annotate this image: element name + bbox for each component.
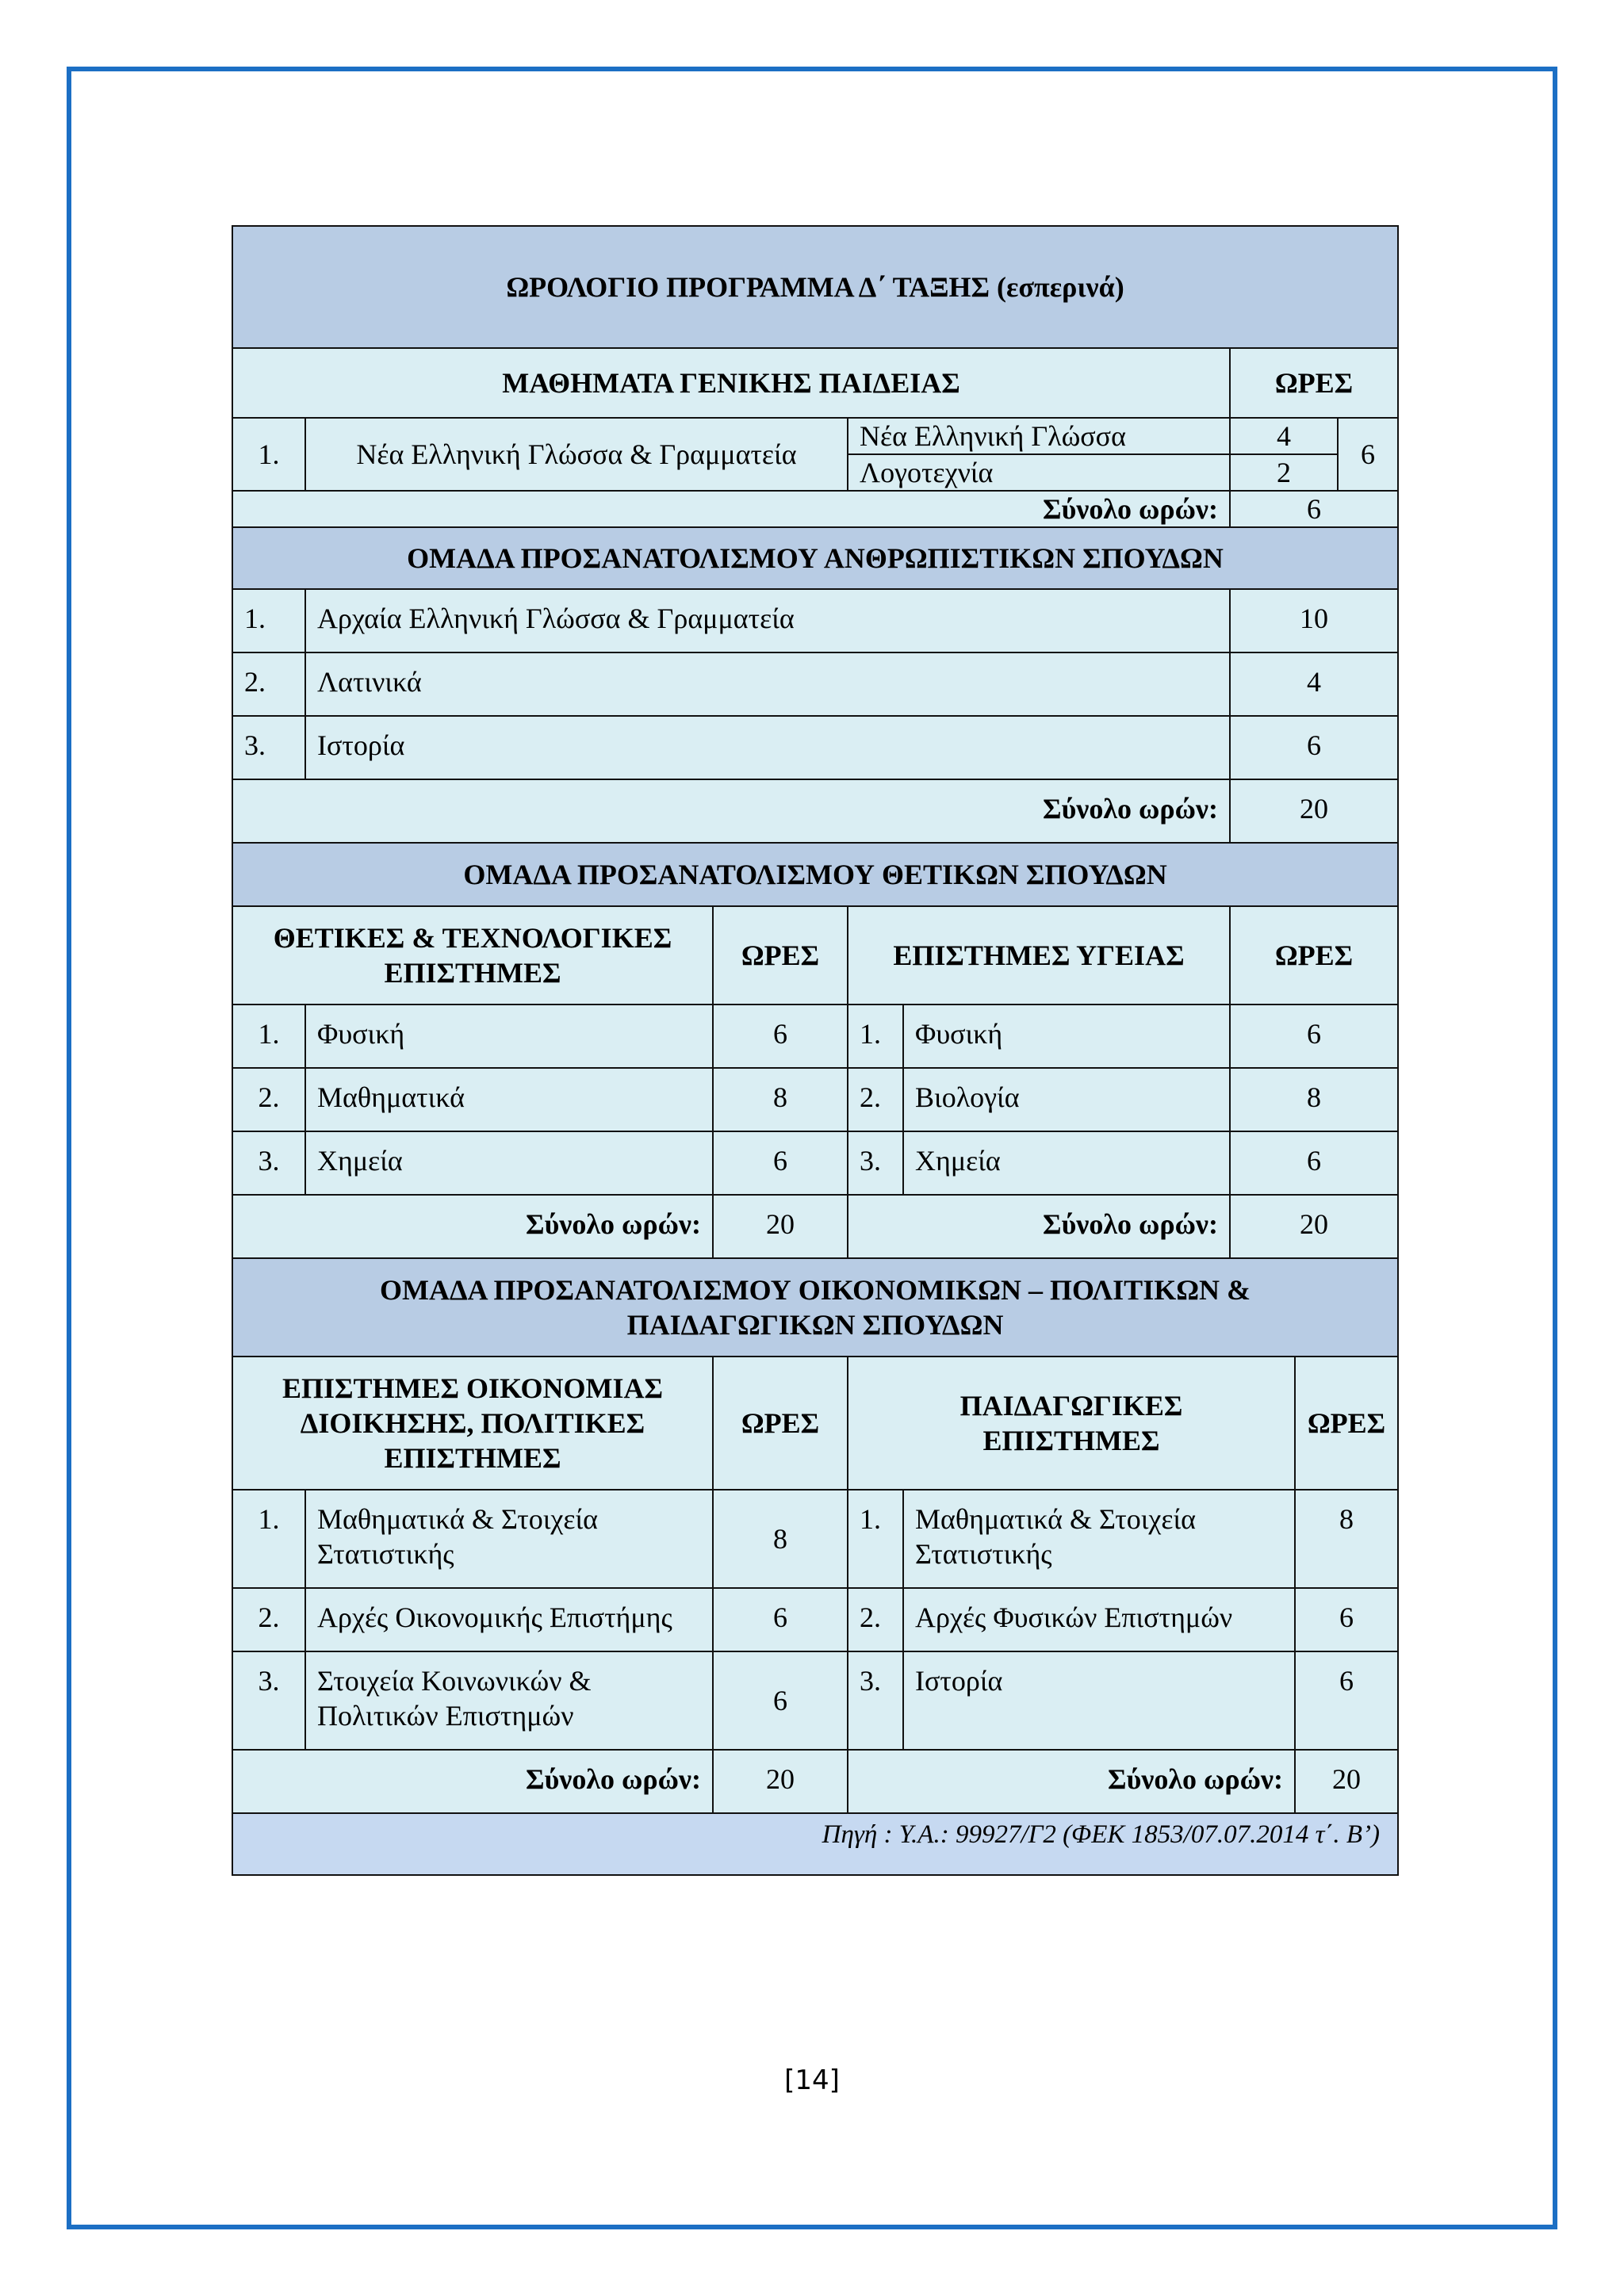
general-part-name: Νέα Ελληνική Γλώσσα <box>848 418 1230 454</box>
sciences-left-hours: 8 <box>713 1068 848 1131</box>
sciences-right-hours: 6 <box>1230 1131 1398 1195</box>
sciences-right-row-number: 1. <box>848 1004 903 1068</box>
economics-left-row-number: 1. <box>232 1490 305 1588</box>
sciences-left-hours: 6 <box>713 1131 848 1195</box>
economics-left-subject: Αρχές Οικονομικής Επιστήμης <box>305 1588 713 1651</box>
general-part-hours: 4 <box>1230 418 1338 454</box>
economics-left-total-value: 20 <box>713 1750 848 1813</box>
economics-right-subject: Ιστορία <box>903 1651 1295 1750</box>
humanities-hours: 6 <box>1230 716 1398 779</box>
economics-right-heading: ΠΑΙΔΑΓΩΓΙΚΕΣ ΕΠΙΣΤΗΜΕΣ <box>848 1357 1295 1490</box>
sciences-left-hours-header: ΩΡΕΣ <box>713 906 848 1004</box>
sciences-right-hours-header: ΩΡΕΣ <box>1230 906 1398 1004</box>
sciences-left-subject: Χημεία <box>305 1131 713 1195</box>
sciences-right-row-number: 2. <box>848 1068 903 1131</box>
sciences-left-row-number: 3. <box>232 1131 305 1195</box>
sciences-right-hours: 6 <box>1230 1004 1398 1068</box>
sciences-right-row-number: 3. <box>848 1131 903 1195</box>
timetable-title: ΩΡΟΛΟΓΙΟ ΠΡΟΓΡΑΜΜΑ Δ΄ ΤΑΞΗΣ (εσπερινά) <box>232 226 1398 348</box>
economics-right-row-number: 2. <box>848 1588 903 1651</box>
economics-right-total-label: Σύνολο ωρών: <box>848 1750 1295 1813</box>
economics-right-total-value: 20 <box>1295 1750 1398 1813</box>
sciences-left-total-label: Σύνολο ωρών: <box>232 1195 713 1258</box>
economics-left-hours-header: ΩΡΕΣ <box>713 1357 848 1490</box>
economics-right-subject: Αρχές Φυσικών Επιστημών <box>903 1588 1295 1651</box>
humanities-subject: Λατινικά <box>305 652 1230 716</box>
economics-right-row-number: 3. <box>848 1651 903 1750</box>
sciences-heading: ΟΜΑΔΑ ΠΡΟΣΑΝΑΤΟΛΙΣΜΟΥ ΘΕΤΙΚΩΝ ΣΠΟΥΔΩΝ <box>232 843 1398 906</box>
sciences-right-heading: ΕΠΙΣΤΗΜΕΣ ΥΓΕΙΑΣ <box>848 906 1230 1004</box>
timetable <box>232 225 1397 1876</box>
humanities-hours: 10 <box>1230 589 1398 652</box>
economics-left-hours: 8 <box>713 1490 848 1588</box>
economics-heading: ΟΜΑΔΑ ΠΡΟΣΑΝΑΤΟΛΙΣΜΟΥ ΟΙΚΟΝΟΜΙΚΩΝ – ΠΟΛΙΤΙΚΩΝ & ΠΑΙΔΑΓΩΓΙΚΩΝ ΣΠΟΥΔΩΝ <box>232 1258 1398 1357</box>
general-hours-header: ΩΡΕΣ <box>1230 348 1398 418</box>
sciences-left-total-value: 20 <box>713 1195 848 1258</box>
humanities-hours: 4 <box>1230 652 1398 716</box>
general-part-name: Λογοτεχνία <box>848 454 1230 491</box>
economics-right-hours: 6 <box>1295 1651 1398 1750</box>
sciences-right-total-label: Σύνολο ωρών: <box>848 1195 1230 1258</box>
economics-left-row-number: 3. <box>232 1651 305 1750</box>
sciences-right-hours: 8 <box>1230 1068 1398 1131</box>
humanities-row-number: 2. <box>232 652 305 716</box>
general-total-value: 6 <box>1230 491 1398 527</box>
sciences-left-heading: ΘΕΤΙΚΕΣ & ΤΕΧΝΟΛΟΓΙΚΕΣ ΕΠΙΣΤΗΜΕΣ <box>232 906 713 1004</box>
economics-right-hours: 6 <box>1295 1588 1398 1651</box>
general-total-label: Σύνολο ωρών: <box>232 491 1230 527</box>
humanities-row-number: 1. <box>232 589 305 652</box>
sciences-left-row-number: 1. <box>232 1004 305 1068</box>
general-subject: Νέα Ελληνική Γλώσσα & Γραμματεία <box>305 418 848 491</box>
humanities-total-label: Σύνολο ωρών: <box>232 779 1230 843</box>
general-row-number: 1. <box>232 418 305 491</box>
humanities-row-number: 3. <box>232 716 305 779</box>
economics-right-hours-header: ΩΡΕΣ <box>1295 1357 1398 1490</box>
page-number: [14] <box>784 2064 840 2096</box>
economics-left-row-number: 2. <box>232 1588 305 1651</box>
general-part-hours: 2 <box>1230 454 1338 491</box>
sciences-right-subject: Φυσική <box>903 1004 1230 1068</box>
economics-left-hours: 6 <box>713 1651 848 1750</box>
sciences-right-subject: Βιολογία <box>903 1068 1230 1131</box>
economics-left-total-label: Σύνολο ωρών: <box>232 1750 713 1813</box>
economics-right-row-number: 1. <box>848 1490 903 1588</box>
sciences-right-subject: Χημεία <box>903 1131 1230 1195</box>
humanities-total-value: 20 <box>1230 779 1398 843</box>
humanities-heading: ΟΜΑΔΑ ΠΡΟΣΑΝΑΤΟΛΙΣΜΟΥ ΑΝΘΡΩΠΙΣΤΙΚΩΝ ΣΠΟΥΔΩΝ <box>232 527 1398 589</box>
sciences-left-subject: Μαθηματικά <box>305 1068 713 1131</box>
economics-right-subject: Μαθηματικά & Στοιχεία Στατιστικής <box>903 1490 1295 1588</box>
general-subject-hours: 6 <box>1338 418 1398 491</box>
humanities-subject: Αρχαία Ελληνική Γλώσσα & Γραμματεία <box>305 589 1230 652</box>
sciences-left-subject: Φυσική <box>305 1004 713 1068</box>
economics-left-heading: ΕΠΙΣΤΗΜΕΣ ΟΙΚΟΝΟΜΙΑΣ ΔΙΟΙΚΗΣΗΣ, ΠΟΛΙΤΙΚΕΣ ΕΠΙΣΤΗΜΕΣ <box>232 1357 713 1490</box>
economics-right-hours: 8 <box>1295 1490 1398 1588</box>
economics-left-hours: 6 <box>713 1588 848 1651</box>
sciences-left-row-number: 2. <box>232 1068 305 1131</box>
economics-left-subject: Μαθηματικά & Στοιχεία Στατιστικής <box>305 1490 713 1588</box>
source-note: Πηγή : Υ.Α.: 99927/Γ2 (ΦΕΚ 1853/07.07.2014 τ΄. Β’) <box>232 1813 1398 1875</box>
general-heading: ΜΑΘΗΜΑΤΑ ΓΕΝΙΚΗΣ ΠΑΙΔΕΙΑΣ <box>232 348 1230 418</box>
economics-left-subject: Στοιχεία Κοινωνικών & Πολιτικών Επιστημών <box>305 1651 713 1750</box>
humanities-subject: Ιστορία <box>305 716 1230 779</box>
sciences-right-total-value: 20 <box>1230 1195 1398 1258</box>
sciences-left-hours: 6 <box>713 1004 848 1068</box>
